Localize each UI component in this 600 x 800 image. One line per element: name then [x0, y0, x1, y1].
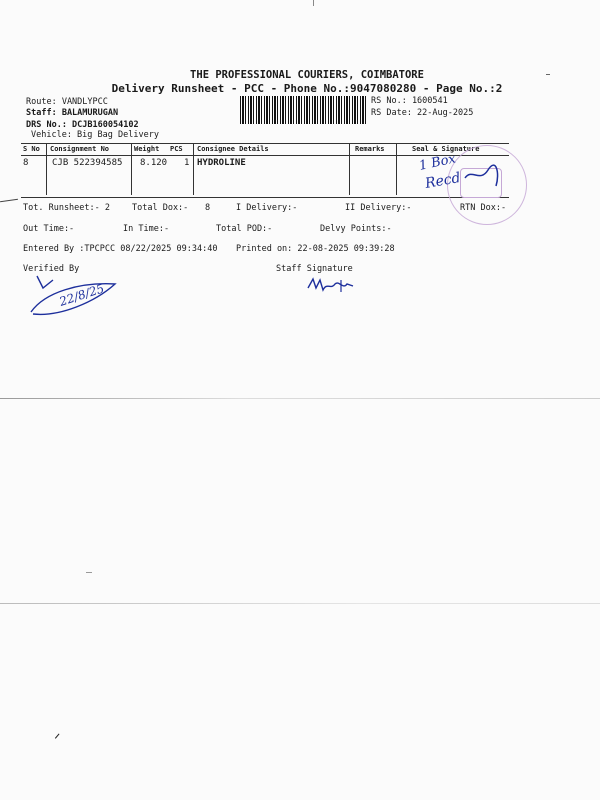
tot-runsheet: Tot. Runsheet:- 2	[23, 203, 110, 213]
staff-label: Staff: BALAMURUGAN	[26, 108, 119, 118]
total-dox-label: Total Dox:-	[132, 203, 189, 213]
staff-signature-mark	[305, 274, 365, 296]
i-delivery-label: I Delivery:-	[236, 203, 298, 213]
verified-date: 22/8/25	[57, 281, 106, 309]
col-header-sno: S No	[23, 145, 40, 153]
rs-number: RS No.: 1600541	[371, 96, 448, 106]
ii-delivery-label: II Delivery:-	[345, 203, 412, 213]
col-header-seal: Seal & Signature	[412, 145, 480, 153]
entered-by: Entered By :TPCPCC 08/22/2025 09:34:40	[23, 244, 218, 254]
drs-number: DRS No.: DCJB160054102	[26, 120, 139, 130]
margin-mark	[0, 199, 18, 202]
route-label: Route: VANDLYPCC	[26, 97, 108, 107]
in-time-label: In Time:-	[123, 224, 170, 234]
scan-mark	[546, 74, 550, 75]
scan-mark	[55, 733, 64, 742]
table-row-sno: 8	[23, 158, 29, 168]
col-header-consignment: Consignment No	[50, 145, 110, 153]
table-row-pcs: 1	[184, 158, 190, 168]
table-col-divider	[46, 143, 47, 195]
table-col-divider	[349, 143, 350, 195]
out-time-label: Out Time:-	[23, 224, 75, 234]
printed-on: Printed on: 22-08-2025 09:39:28	[236, 244, 395, 254]
col-header-consignee: Consignee Details	[197, 145, 269, 153]
table-top-rule	[21, 143, 509, 144]
company-title: THE PROFESSIONAL COURIERS, COIMBATORE	[190, 69, 424, 81]
staff-signature-label: Staff Signature	[276, 264, 353, 274]
runsheet-title: Delivery Runsheet - PCC - Phone No.:9047080280 - Page No.:2	[111, 82, 503, 95]
seal-note-line2: Recd	[423, 169, 462, 192]
table-col-divider	[193, 143, 194, 195]
delvy-points-label: Delvy Points:-	[320, 224, 392, 234]
table-row-consignment: CJB 522394585	[52, 158, 123, 168]
scan-mark	[86, 572, 92, 576]
seal-note-line1: 1 Box	[417, 151, 458, 174]
scan-mark	[313, 0, 314, 6]
col-header-pcs: PCS	[170, 145, 183, 153]
fold-crease	[0, 398, 600, 399]
vehicle-label: Vehicle: Big Bag Delivery	[31, 130, 159, 140]
table-col-divider	[396, 143, 397, 195]
barcode	[240, 96, 368, 124]
verified-signature	[25, 262, 135, 322]
fold-crease	[0, 603, 600, 604]
verified-by-label: Verified By	[23, 264, 80, 274]
seal-handwriting	[410, 148, 510, 203]
col-header-remarks: Remarks	[355, 145, 385, 153]
total-dox-value: 8	[205, 203, 211, 213]
table-row-consignee: HYDROLINE	[197, 158, 246, 168]
rtn-dox-label: RTN Dox:-	[460, 203, 507, 213]
table-row-weight: 8.120	[140, 158, 168, 168]
col-header-weight: Weight	[134, 145, 160, 153]
total-pod-label: Total POD:-	[216, 224, 273, 234]
table-col-divider	[131, 143, 132, 195]
rs-date: RS Date: 22-Aug-2025	[371, 108, 474, 118]
